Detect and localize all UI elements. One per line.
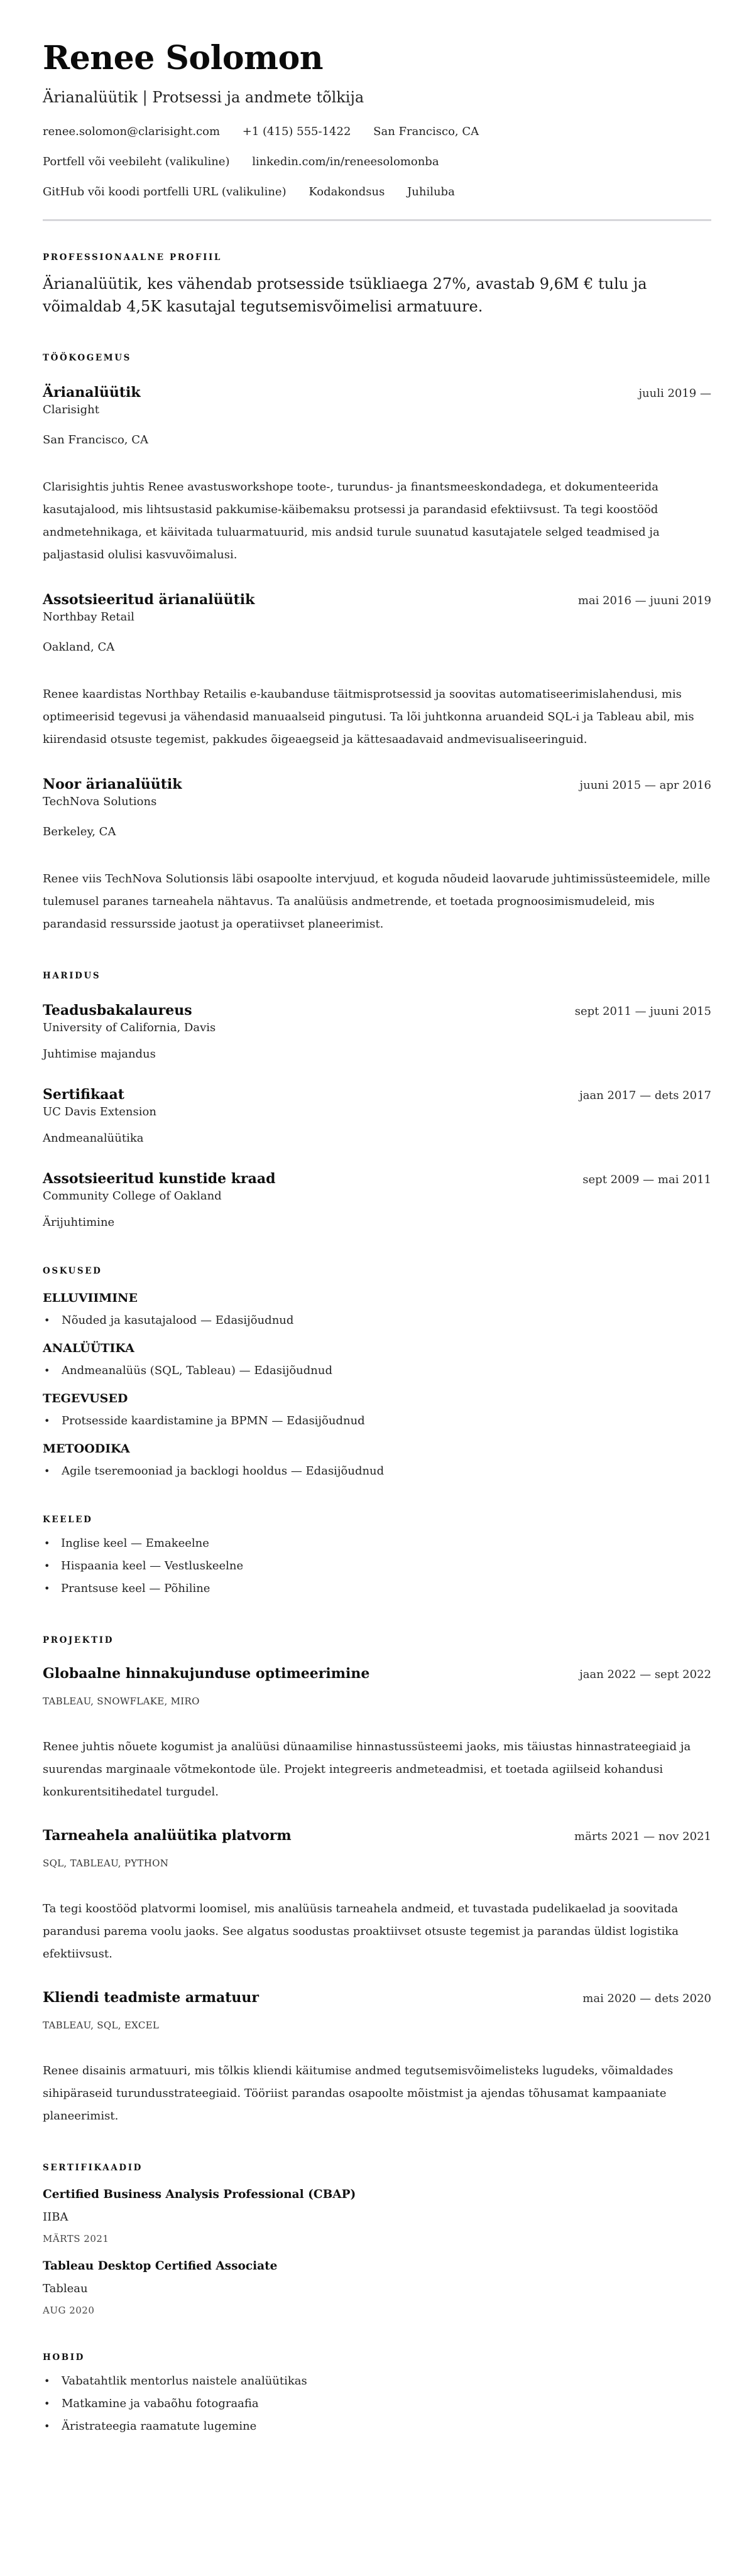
skill-item: • Protsesside kaardistamine ja BPMN — Edasijõudnud	[43, 1413, 711, 1429]
skill-category: TEGEVUSED	[43, 1392, 128, 1405]
education-dates: sept 2009 — mai 2011	[582, 1173, 711, 1186]
degree-title: Teadusbakalaureus	[43, 1002, 192, 1019]
language-item: • Prantsuse keel — Põhiline	[43, 1578, 711, 1600]
project-entry	[43, 1664, 711, 1804]
section-title-certifications: SERTIFIKAADID	[43, 2163, 143, 2173]
profile-summary: Ärianalüütik, kes vähendab protsesside tsükliaega 27%, avastab 9,6M € tulu ja võimaldab 4,5K kasutajal tegutsemisvõimelisi armatuure.	[43, 275, 647, 315]
skill-category: ELLUVIIMINE	[43, 1291, 138, 1305]
profile-section	[43, 251, 711, 318]
education-entry	[43, 1085, 711, 1147]
project-description: Renee disainis armatuuri, mis tõlkis kliendi käitumise andmed tegutsemisvõimelisteks lugudeks, võimaldades sihipäraseid turundusstrateegiaid. Tööriist parandas osapoolte mõistmist ja ajendas tõhusamat kampaaniate planeerimist.	[43, 2064, 674, 2123]
job-company: Northbay Retail	[43, 610, 134, 624]
certification-name: Certified Business Analysis Professional (CBAP)	[43, 2188, 356, 2201]
school-name: University of California, Davis	[43, 1021, 216, 1034]
experience-section	[43, 352, 711, 936]
job-location: Oakland, CA	[43, 641, 115, 654]
job-entry	[43, 383, 711, 566]
certification-date: MÄRTS 2021	[43, 2233, 109, 2244]
section-title-experience: TÖÖKOGEMUS	[43, 353, 131, 363]
hobbies-section	[43, 2351, 711, 2438]
job-company: Clarisight	[43, 403, 99, 416]
candidate-headline: Ärianalüütik | Protsessi ja andmete tõlkija	[43, 89, 364, 106]
job-description: Clarisightis juhtis Renee avastusworkshope toote-, turundus- ja finantsmeeskondadega, et dokumenteerida kasutajalood, mis lihtsustasid pakkumise-käibemaksu protsessi ja parandasid efektiivsust. Ta tegi koostööd andmetehnikaga, et käivitada tuluarmatuurid, mis andsid turule suunatud kasutajatele selged teadmised ja paljastasid olulisi kasvuvõimalusi.	[43, 480, 660, 561]
job-entry	[43, 775, 711, 936]
section-title-education: HARIDUS	[43, 971, 101, 981]
degree-title: Assotsieeritud kunstide kraad	[43, 1171, 276, 1187]
job-dates: juuni 2015 — apr 2016	[579, 779, 711, 792]
certifications-section	[43, 2162, 711, 2317]
hobby-list	[43, 2370, 711, 2438]
skill-item: • Agile tseremooniad ja backlogi hooldus — Edasijõudnud	[43, 1463, 711, 1480]
github-link[interactable]: GitHub või koodi portfelli URL (valikuline)	[43, 185, 287, 198]
portfolio-link[interactable]: Portfell või veebileht (valikuline)	[43, 155, 230, 168]
project-title: Kliendi teadmiste armatuur	[43, 1989, 259, 2006]
skill-group	[43, 1441, 711, 1480]
project-dates: märts 2021 — nov 2021	[574, 1830, 711, 1843]
school-name: Community College of Oakland	[43, 1189, 222, 1203]
education-dates: jaan 2017 — dets 2017	[579, 1089, 711, 1102]
job-description: Renee kaardistas Northbay Retailis e-kaubanduse täitmisprotsessid ja soovitas automatiseerimislahendusi, mis optimeerisid tegevusi ja vähendasid manuaalseid pingutusi. Ta lõi juhtkonna aruandeid SQL-i ja Tableau abil, mis kiirendasid otsuste tegemist, pakkudes õigeaegseid ja kättesaadavaid andmevisualiseeringuid.	[43, 688, 694, 746]
contact-row-links	[43, 154, 711, 170]
job-dates: mai 2016 — juuni 2019	[577, 594, 711, 607]
skill-category: METOODIKA	[43, 1442, 130, 1456]
language-list	[43, 1532, 711, 1600]
project-dates: mai 2020 — dets 2020	[582, 1992, 711, 2005]
project-title: Globaalne hinnakujunduse optimeerimine	[43, 1665, 370, 1682]
certification-issuer: Tableau	[43, 2282, 88, 2295]
projects-section	[43, 1634, 711, 2128]
job-title: Assotsieeritud ärianalüütik	[43, 592, 255, 608]
language-item: • Hispaania keel — Vestluskeelne	[43, 1555, 711, 1578]
education-entry	[43, 1001, 711, 1063]
skill-group	[43, 1290, 711, 1329]
drivers-license-text: Juhiluba	[407, 185, 455, 198]
education-entry	[43, 1169, 711, 1231]
project-description: Renee juhtis nõuete kogumist ja analüüsi dünaamilise hinnastussüsteemi jaoks, mis täiustas hinnastrateegiaid ja suurendas marginaale võtmekontode üle. Projekt integreeris andmeteadmisi, et toetada agiilseid kohandusi konkurentsitihedatel turgudel.	[43, 1740, 691, 1799]
certification-entry	[43, 2258, 711, 2317]
skill-category: ANALÜÜTIKA	[43, 1341, 134, 1355]
project-entry	[43, 1826, 711, 1966]
contact-row-extra	[43, 184, 711, 200]
education-dates: sept 2011 — juuni 2015	[574, 1005, 711, 1018]
project-tech-stack: TABLEAU, SQL, EXCEL	[43, 2020, 160, 2031]
language-item: • Inglise keel — Emakeelne	[43, 1532, 711, 1555]
linkedin-link[interactable]: linkedin.com/in/reneesolomonba	[252, 155, 439, 168]
project-entry	[43, 1988, 711, 2128]
project-title: Tarneahela analüütika platvorm	[43, 1827, 292, 1844]
skill-list	[43, 1312, 711, 1329]
project-description: Ta tegi koostööd platvormi loomisel, mis analüüsis tarneahela andmeid, et tuvastada pudelikaelad ja soovitada parandusi parema voolu jaoks. See algatus soodustas proaktiivset otsuste tegemist ja parandas üldist logistika efektiivsust.	[43, 1902, 679, 1961]
hobby-item: • Äristrateegia raamatute lugemine	[43, 2415, 711, 2438]
languages-section	[43, 1513, 711, 1600]
hobby-item: • Matkamine ja vabaõhu fotograafia	[43, 2393, 711, 2415]
citizenship-text: Kodakondsus	[309, 185, 385, 198]
project-tech-stack: TABLEAU, SNOWFLAKE, MIRO	[43, 1696, 200, 1707]
job-title: Ärianalüütik	[43, 384, 141, 401]
job-title: Noor ärianalüütik	[43, 776, 182, 793]
header-divider	[43, 219, 711, 221]
section-title-skills: OSKUSED	[43, 1266, 102, 1276]
degree-title: Sertifikaat	[43, 1086, 124, 1103]
certification-date: AUG 2020	[43, 2305, 95, 2316]
certification-name: Tableau Desktop Certified Associate	[43, 2259, 278, 2273]
skill-group	[43, 1340, 711, 1379]
field-of-study: Andmeanalüütika	[43, 1132, 144, 1145]
contact-row-primary	[43, 124, 711, 140]
job-location: Berkeley, CA	[43, 825, 116, 838]
skills-section	[43, 1265, 711, 1480]
school-name: UC Davis Extension	[43, 1105, 156, 1118]
job-entry	[43, 590, 711, 751]
certification-issuer: IIBA	[43, 2211, 68, 2224]
education-section	[43, 970, 711, 1231]
skill-item: • Andmeanalüüs (SQL, Tableau) — Edasijõudnud	[43, 1363, 711, 1379]
section-title-profile: PROFESSIONAALNE PROFIIL	[43, 252, 222, 262]
section-title-hobbies: HOBID	[43, 2352, 85, 2362]
skill-list	[43, 1413, 711, 1429]
project-dates: jaan 2022 — sept 2022	[579, 1668, 711, 1681]
section-title-languages: KEELED	[43, 1515, 93, 1525]
location-text: San Francisco, CA	[373, 125, 479, 138]
skill-list	[43, 1463, 711, 1480]
phone-number[interactable]: +1 (415) 555-1422	[242, 125, 351, 138]
job-location: San Francisco, CA	[43, 433, 149, 446]
job-dates: juuli 2019 —	[638, 387, 711, 400]
project-tech-stack: SQL, TABLEAU, PYTHON	[43, 1858, 169, 1869]
skill-group	[43, 1390, 711, 1429]
job-company: TechNova Solutions	[43, 795, 157, 808]
certification-entry	[43, 2187, 711, 2246]
email-link[interactable]: renee.solomon@clarisight.com	[43, 125, 221, 138]
job-description: Renee viis TechNova Solutionsis läbi osapoolte intervjuud, et koguda nõudeid laovarude juhtimissüsteemidele, mille tulemusel paranes tarneahela nähtavus. Ta analüüsis andmetrende, et toetada prognoosimismudeleid, mis parandasid ressursside jaotust ja operatiivset planeerimist.	[43, 872, 711, 931]
candidate-name: Renee Solomon	[43, 39, 324, 77]
field-of-study: Juhtimise majandus	[43, 1047, 156, 1061]
resume-header	[43, 36, 711, 221]
skill-list	[43, 1363, 711, 1379]
field-of-study: Ärijuhtimine	[43, 1216, 115, 1229]
hobby-item: • Vabatahtlik mentorlus naistele analüütikas	[43, 2370, 711, 2393]
skill-item: • Nõuded ja kasutajalood — Edasijõudnud	[43, 1312, 711, 1329]
section-title-projects: PROJEKTID	[43, 1635, 114, 1645]
